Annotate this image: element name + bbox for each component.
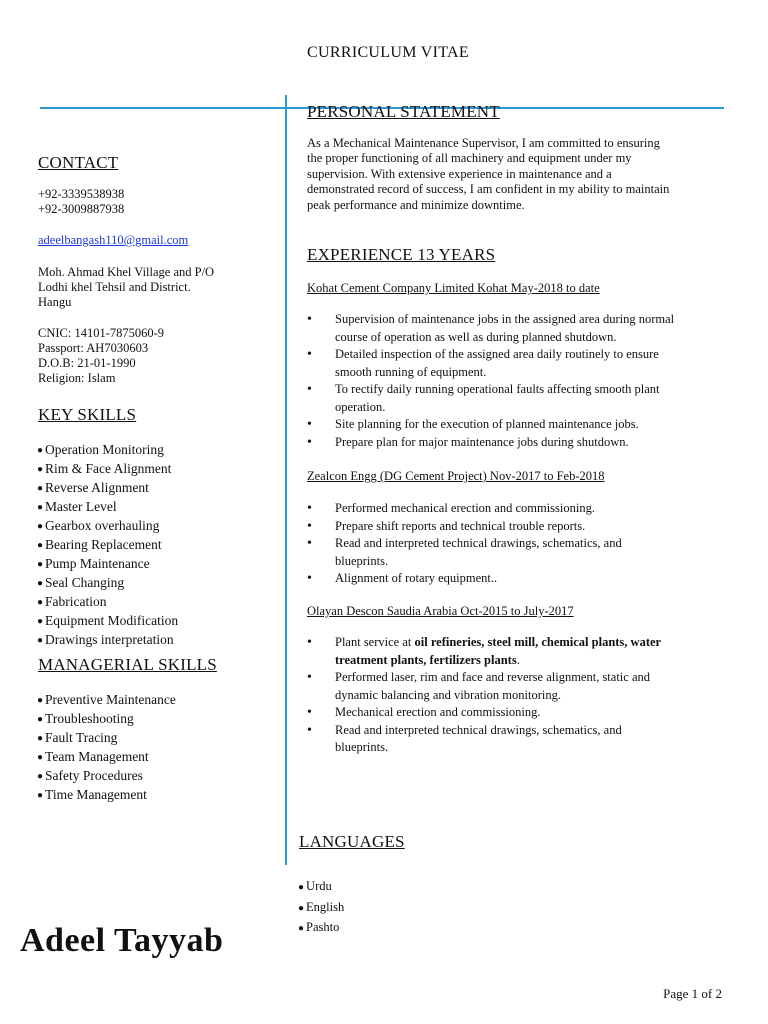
list-item: • Detailed inspection of the assigned area daily routinely to ensure smooth running of equipment.: [307, 346, 727, 381]
address-line: Lodhi khel Tehsil and District.: [38, 280, 191, 294]
personal-statement-text: As a Mechanical Maintenance Supervisor, I am committed to ensuring the proper functioning of all machinery and equipment under my supervision. With extensive experience in maintenance and a demonstrated record of success, I am confident in my ability to maintain peak performance and minimize downtime.: [307, 136, 670, 212]
phone-number: +92-3339538938: [38, 187, 125, 201]
list-item: ● Drawings interpretation: [37, 632, 174, 647]
religion: Religion: Islam: [38, 371, 116, 385]
address-line: Moh. Ahmad Khel Village and P/O: [38, 265, 215, 279]
candidate-name: Adeel Tayyab: [20, 922, 224, 959]
address-line: Hangu: [38, 295, 72, 309]
list-item: • Supervision of maintenance jobs in the assigned area during normal course of operation as well as during planned shutdown.: [307, 311, 727, 346]
list-item: • To rectify daily running operational faults affecting smooth plant operation.: [307, 381, 727, 416]
list-item: ● Urdu: [298, 879, 332, 893]
job-duties-list: [307, 311, 727, 451]
column-divider-line: [285, 95, 287, 865]
list-item: • Read and interpreted technical drawings, schematics, and blueprints.: [307, 535, 727, 570]
list-item: ● Fault Tracing: [37, 730, 118, 745]
list-item: • Performed mechanical erection and commissioning.: [307, 500, 727, 518]
job-title: Kohat Cement Company Limited Kohat May-2018 to date: [307, 281, 600, 295]
list-item: • Performed laser, rim and face and reverse alignment, static and dynamic balancing and vibration monitoring.: [307, 669, 727, 704]
phone-number: +92-3009887938: [38, 202, 125, 216]
document-title: CURRICULUM VITAE: [307, 44, 469, 61]
list-item: • Prepare plan for major maintenance jobs during shutdown.: [307, 434, 727, 452]
list-item: • Read and interpreted technical drawings, schematics, and blueprints.: [307, 722, 727, 757]
list-item: ● Bearing Replacement: [37, 537, 162, 552]
date-of-birth: D.O.B: 21-01-1990: [38, 356, 136, 370]
languages-heading: LANGUAGES: [299, 832, 405, 851]
list-item: ● Time Management: [37, 787, 147, 802]
job-duties-list: [307, 634, 727, 757]
job-title: Olayan Descon Saudia Arabia Oct-2015 to July-2017: [307, 604, 574, 618]
list-item: ● English: [298, 899, 345, 914]
list-item: ● Equipment Modification: [37, 613, 179, 628]
contact-details: [38, 326, 164, 386]
managerial-skills-list: [37, 691, 176, 805]
experience-heading: EXPERIENCE 13 YEARS: [307, 245, 496, 264]
job-duties-list: [307, 500, 727, 588]
cnic: CNIC: 14101-7875060-9: [38, 326, 165, 340]
list-item: ● Pump Maintenance: [37, 556, 150, 571]
contact-heading: CONTACT: [38, 153, 119, 172]
languages-list: [298, 877, 344, 939]
list-item: ● Rim & Face Alignment: [37, 461, 172, 476]
list-item: • Prepare shift reports and technical trouble reports.: [307, 518, 727, 536]
key-skills-heading: KEY SKILLS: [38, 405, 137, 424]
list-item: • Plant service at oil refineries, steel mill, chemical plants, water treatment plants, fertilizers plants.: [307, 634, 727, 669]
passport: Passport: AH7030603: [38, 341, 149, 355]
contact-email-wrap: [38, 233, 188, 248]
email-link[interactable]: adeelbangash110@gmail.com: [38, 233, 189, 247]
list-item: ● Master Level: [37, 499, 117, 514]
key-skills-list: [37, 441, 178, 650]
contact-phones: [38, 187, 124, 217]
list-item: ● Fabrication: [37, 594, 107, 609]
job-title: Zealcon Engg (DG Cement Project) Nov-2017 to Feb-2018: [307, 469, 605, 483]
contact-address: [38, 265, 214, 310]
list-item: • Site planning for the execution of planned maintenance jobs.: [307, 416, 727, 434]
managerial-skills-heading: MANAGERIAL SKILLS: [38, 655, 217, 674]
list-item: ● Reverse Alignment: [37, 480, 149, 495]
list-item: ● Safety Procedures: [37, 768, 143, 783]
list-item: ● Pashto: [298, 920, 340, 934]
list-item: • Alignment of rotary equipment..: [307, 570, 727, 588]
list-item: ● Gearbox overhauling: [37, 518, 160, 533]
list-item: • Mechanical erection and commissioning.: [307, 704, 727, 722]
personal-statement-heading: PERSONAL STATEMENT: [307, 102, 500, 121]
list-item: ● Troubleshooting: [37, 711, 134, 726]
page-number: Page 1 of 2: [663, 986, 722, 1001]
list-item: ● Preventive Maintenance: [37, 692, 176, 707]
list-item: ● Operation Monitoring: [37, 442, 164, 457]
list-item: ● Seal Changing: [37, 575, 125, 590]
list-item: ● Team Management: [37, 749, 149, 764]
